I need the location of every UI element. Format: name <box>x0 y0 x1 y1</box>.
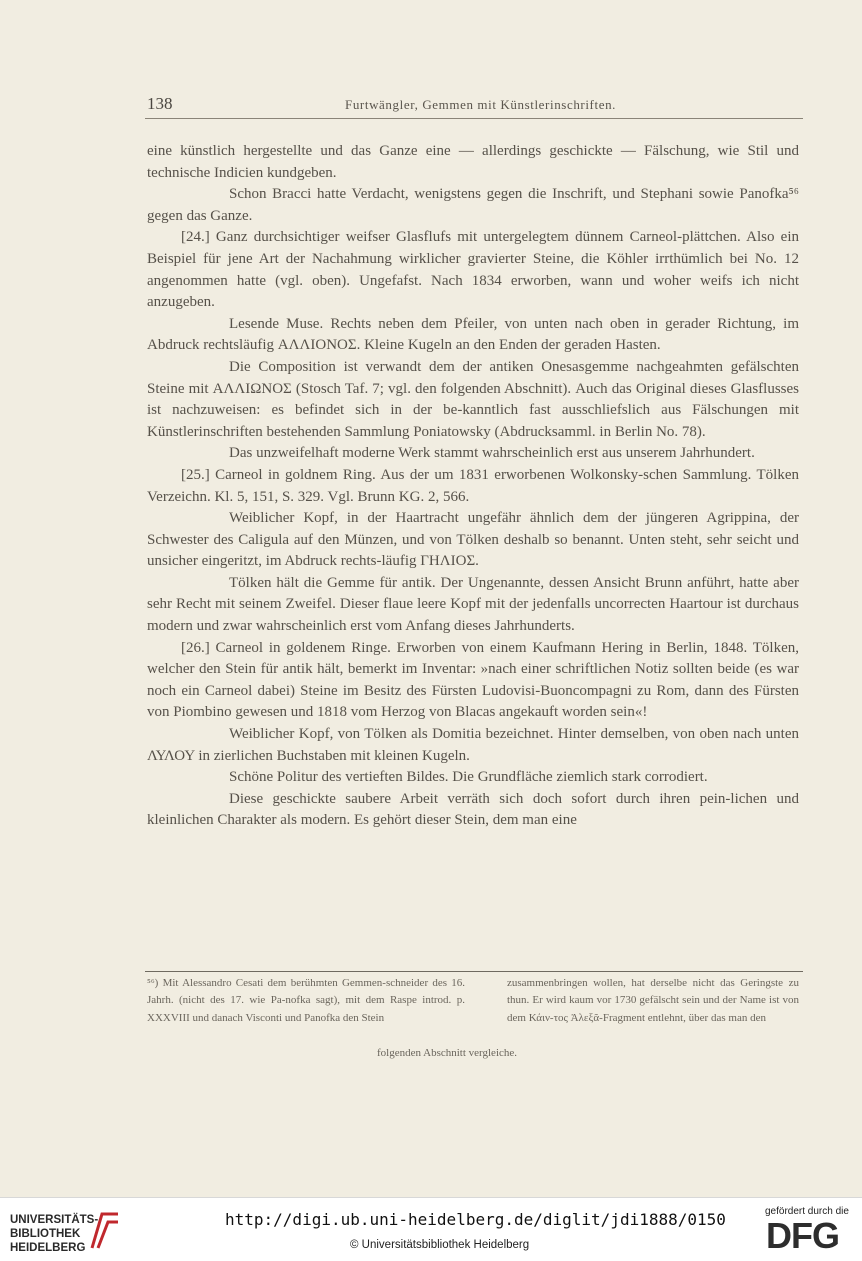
body-text <box>147 141 799 832</box>
paragraph: Diese geschickte saubere Arbeit verräth sich doch sofort durch ihren pein-lichen und kleinlichen Charakter als modern. Es gehört dieser Stein, dem man eine <box>147 790 799 829</box>
paragraph: Das unzweifelhaft moderne Werk stammt wahrscheinlich erst aus unserem Jahrhundert. <box>229 445 755 462</box>
paragraph: Weiblicher Kopf, in der Haartracht ungefähr ähnlich dem der jüngeren Agrippina, der Schwester des Caligula auf den Münzen, und von Tölken deshalb so benannt. Unten steht, sehr seicht und unsicher eingeritzt, im Abdruck rechts-läufig ΓΗΛΙΟΣ. <box>147 510 799 570</box>
paragraph: Die Composition ist verwandt dem der antiken Onesasgemme nachgeahmten gefälschten Steine mit ΑΛΛΙΩΝΟΣ (Stosch Taf. 7; vgl. den folgenden Abschnitt). Auch das Original dieses Glasflusses ist nachzuweisen: es befindet sich in der be-kanntlich fast ausschliefslich aus Fälschungen mit Künstlerinschriften bestehenden Sammlung Poniatowsky (Abdrucksamml. in Berlin No. 78). <box>147 358 799 440</box>
copyright-notice: © Universitätsbibliothek Heidelberg <box>350 1239 530 1251</box>
dfg-logo: DFG <box>766 1215 839 1256</box>
page-number: 138 <box>147 94 173 113</box>
paragraph: Lesende Muse. Rechts neben dem Pfeiler, von unten nach oben in gerader Richtung, im Abdruck rechtsläufig ΑΛΛΙΟΝΟΣ. Kleine Kugeln an den Enden der geraden Hasten. <box>147 315 799 354</box>
footnote-left-column: ⁵⁶) Mit Alessandro Cesati dem berühmten Gemmen-schneider des 16. Jahrh. (nicht des 17. wie Pa-nofka sagt), mit dem Raspe introd. p. XXXVIII und danach Visconti und Panofka den Stein <box>147 977 465 1024</box>
library-name-line-1: UNIVERSITÄTS- <box>10 1214 99 1226</box>
paragraph: [25.] Carneol in goldnem Ring. Aus der um 1831 erworbenen Wolkonsky-schen Sammlung. Tölken Verzeichn. Kl. 5, 151, S. 329. Vgl. Brunn KG. 2, 566. <box>147 466 799 505</box>
paragraph: eine künstlich hergestellte und das Ganze eine — allerdings geschickte — Fälschung, wie Stil und technische Indicien kundgeben. <box>147 143 799 181</box>
footnote-right-column: zusammenbringen wollen, hat derselbe nicht das Geringste zu thun. Er wird kaum vor 1730 gefälscht sein und der Name ist von dem Κάιν-τος Ἀλεξᾶ-Fragment entlehnt, über das man den <box>507 977 799 1024</box>
footnote-tail: folgenden Abschnitt vergleiche. <box>377 1047 518 1059</box>
running-title: Furtwängler, Gemmen mit Künstlerinschriften. <box>345 97 617 112</box>
library-name-line-3: HEIDELBERG <box>10 1242 86 1254</box>
page-header <box>145 92 803 119</box>
paragraph: Weiblicher Kopf, von Tölken als Domitia bezeichnet. Hinter demselben, von oben nach unten ΛΥΛΟΥ in zierlichen Buchstaben mit kleinen Kugeln. <box>147 726 799 764</box>
paragraph: Schöne Politur des vertieften Bildes. Die Grundfläche ziemlich stark corrodiert. <box>229 769 708 786</box>
permalink-url[interactable]: http://digi.ub.uni-heidelberg.de/diglit/jdi1888/0150 <box>225 1210 726 1229</box>
paragraph: [26.] Carneol in goldenem Ringe. Erworben von einem Kaufmann Hering in Berlin, 1848. Tölken, welcher den Stein für antik hält, bemerkt im Inventar: »nach einer schriftlichen Notiz sollten beide (es war noch ein Carneol dabei) Steine im Besitz des Fürsten Ludovisi-Buoncompagni zu Rom, dann des Fürsten von Piombino gewesen und 1818 vom Herzog von Blacas angekauft worden sein«! <box>147 639 799 721</box>
footnote-rule <box>145 971 803 972</box>
library-logo-text <box>10 1213 98 1255</box>
funded-by-label: gefördert durch die <box>765 1206 849 1217</box>
library-name-line-2: BIBLIOTHEK <box>10 1228 81 1240</box>
digitization-footer <box>0 1197 862 1261</box>
paragraph: Schon Bracci hatte Verdacht, wenigstens gegen die Inschrift, und Stephani sowie Panofka⁵⁶ gegen das Ganze. <box>147 186 799 224</box>
library-logo-icon <box>88 1208 122 1252</box>
paragraph: Tölken hält die Gemme für antik. Der Ungenannte, dessen Ansicht Brunn anführt, hatte aber sehr Recht mit seinem Zweifel. Dieser flaue leere Kopf mit der jedenfalls uncorrecten Haartour ist durchaus modern und zwar wahrscheinlich erst vom Anfang dieses Jahrhunderts. <box>147 574 799 635</box>
paragraph: [24.] Ganz durchsichtiger weifser Glasflufs mit untergelegtem dünnem Carneol-plättchen. Also ein Beispiel für jene Art der Nachahmung wirklicher gravierter Steine, die Köhler irrthümlich bei No. 12 angenommen hatte (vgl. oben). Ungefafst. Nach 1834 erworben, wann und woher weifs ich nicht anzugeben. <box>147 229 799 311</box>
